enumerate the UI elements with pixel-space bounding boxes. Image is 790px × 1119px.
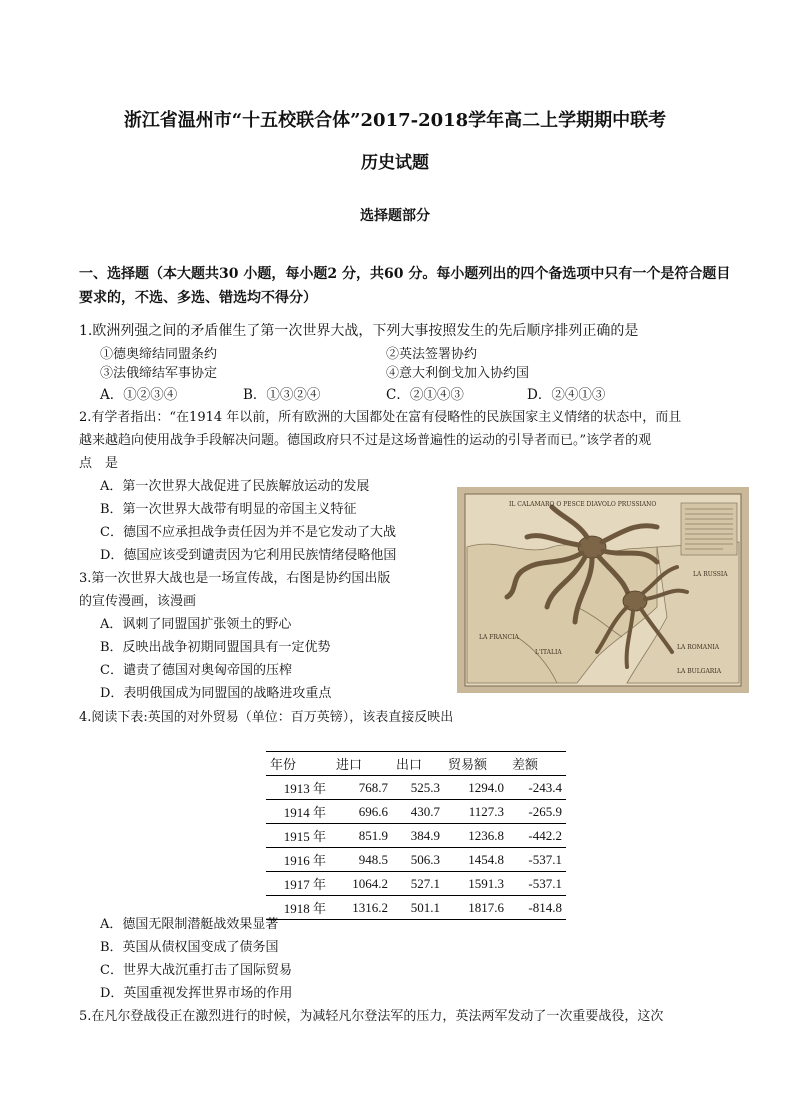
cell-export: 384.9 (410, 827, 440, 843)
cell-import: 1316.2 (352, 899, 388, 915)
cell-trade-volume: 1294.0 (468, 779, 504, 795)
table-row (266, 776, 566, 800)
q4-option-c[interactable]: C．世界大战沉重打击了国际贸易 (100, 963, 292, 978)
q1-option-a[interactable]: A．①②③④ (100, 387, 178, 403)
table-row (266, 896, 566, 920)
cell-trade-volume: 1127.3 (468, 803, 504, 819)
header-import: 进口 (336, 757, 363, 772)
cell-balance: -814.8 (528, 899, 562, 915)
q4-stem: 4.阅读下表:英国的对外贸易（单位：百万英镑），该表直接反映出 (79, 710, 454, 725)
q2-stem-line-3: 点 是 (79, 456, 119, 471)
q4-option-a[interactable]: A．德国无限制潜艇战效果显著 (100, 917, 279, 932)
q4-option-b[interactable]: B．英国从债权国变成了债务国 (100, 940, 279, 955)
q2-option-b[interactable]: B．第一次世界大战带有明显的帝国主义特征 (100, 502, 357, 517)
cell-export: 525.3 (410, 779, 440, 795)
table-row (266, 800, 566, 824)
cell-export: 430.7 (410, 803, 440, 819)
cell-export: 501.1 (410, 899, 440, 915)
cartoon-label-italy: L'ITALIA (535, 649, 562, 656)
q4-option-d[interactable]: D．英国重视发挥世界市场的作用 (100, 986, 293, 1001)
cell-trade-volume: 1817.6 (468, 899, 504, 915)
cell-import: 696.6 (358, 803, 388, 819)
cell-import: 851.9 (358, 827, 388, 843)
document-subtitle: 历史试题 (361, 153, 429, 173)
cell-trade-volume: 1236.8 (468, 827, 504, 843)
section-heading: 选择题部分 (360, 208, 430, 224)
q1-option-d[interactable]: D．②④①③ (527, 387, 606, 403)
cell-year: 1918 年 (283, 901, 326, 916)
q2-stem-line-2: 越来越趋向使用战争手段解决问题。德国政府只不过是这场普遍性的运动的引导者而已。”该学者的观 (79, 433, 652, 448)
cartoon-label-romania: LA ROMANIA (677, 644, 720, 651)
header-export: 出口 (396, 757, 423, 772)
cell-year: 1916 年 (283, 853, 326, 868)
cell-trade-volume: 1454.8 (468, 851, 504, 867)
trade-table (266, 751, 566, 920)
cell-balance: -442.2 (528, 827, 562, 843)
q2-option-a[interactable]: A．第一次世界大战促进了民族解放运动的发展 (100, 479, 370, 494)
q3-stem-line-1: 3.第一次世界大战也是一场宣传战，右图是协约国出版 (79, 571, 391, 586)
instructions-line-2: 要求的，不选、多选、错选均不得分） (79, 290, 317, 306)
q1-item-4: ④意大利倒戈加入协约国 (386, 366, 530, 381)
q2-stem-line-1: 2.有学者指出：“在1914 年以前，所有欧洲的大国都处在富有侵略性的民族国家主义情绪的状态中，而且 (79, 410, 682, 425)
q1-option-c[interactable]: C．②①④③ (386, 387, 464, 403)
cell-balance: -537.1 (528, 875, 562, 891)
cell-export: 527.1 (410, 875, 440, 891)
cell-year: 1913 年 (283, 781, 326, 796)
cell-balance: -537.1 (528, 851, 562, 867)
cell-year: 1917 年 (283, 877, 326, 892)
q3-option-c[interactable]: C．谴责了德国对奥匈帝国的压榨 (100, 663, 292, 678)
cartoon-label-russia: LA RUSSIA (693, 571, 728, 578)
q5-stem: 5.在凡尔登战役正在激烈进行的时候，为减轻凡尔登法军的压力，英法两军发动了一次重要战役，这次 (79, 1009, 664, 1024)
header-balance: 差额 (512, 757, 539, 772)
cell-import: 1064.2 (352, 875, 388, 891)
cell-import: 768.7 (358, 779, 388, 795)
table-header-row (266, 752, 566, 776)
cartoon-label-bulgaria: LA BULGARIA (677, 668, 722, 675)
cartoon-title: IL CALAMARO O PESCE DIAVOLO PRUSSIANO (509, 501, 657, 508)
cell-year: 1915 年 (283, 829, 326, 844)
q2-option-c[interactable]: C．德国不应承担战争责任因为并不是它发动了大战 (100, 525, 396, 540)
header-trade-volume: 贸易额 (448, 757, 488, 772)
q2-option-d[interactable]: D．德国应该受到谴责因为它利用民族情绪侵略他国 (100, 548, 397, 563)
q3-option-b[interactable]: B．反映出战争初期同盟国具有一定优势 (100, 640, 331, 655)
table-row (266, 848, 566, 872)
cell-year: 1914 年 (283, 805, 326, 820)
cell-export: 506.3 (410, 851, 440, 867)
q3-option-d[interactable]: D．表明俄国成为同盟国的战略进攻重点 (100, 686, 332, 701)
cell-import: 948.5 (358, 851, 388, 867)
cell-balance: -265.9 (528, 803, 562, 819)
instructions-line-1: 一、选择题（本大题共30 小题，每小题2 分，共60 分。每小题列出的四个备选项中只有一个是符合题目 (79, 266, 731, 282)
table-row (266, 824, 566, 848)
cell-balance: -243.4 (528, 779, 562, 795)
header-year: 年份 (270, 757, 297, 772)
document-title: 浙江省温州市“十五校联合体”2017-2018学年高二上学期期中联考 (123, 110, 667, 131)
q1-item-1: ①德奥缔结同盟条约 (100, 347, 218, 362)
q1-item-2: ②英法签署协约 (386, 347, 478, 362)
q1-option-b[interactable]: B．①③②④ (243, 387, 321, 403)
q1-item-3: ③法俄缔结军事协定 (100, 366, 218, 381)
q1-stem: 1.欧洲列强之间的矛盾催生了第一次世界大战，下列大事按照发生的先后顺序排列正确的是 (79, 323, 639, 339)
cell-trade-volume: 1591.3 (468, 875, 504, 891)
q3-stem-line-2: 的宣传漫画，该漫画 (79, 594, 197, 609)
propaganda-cartoon-image (457, 487, 749, 693)
cartoon-label-france: LA FRANCIA (479, 634, 519, 641)
q3-option-a[interactable]: A．讽刺了同盟国扩张领土的野心 (100, 617, 292, 632)
table-row (266, 872, 566, 896)
